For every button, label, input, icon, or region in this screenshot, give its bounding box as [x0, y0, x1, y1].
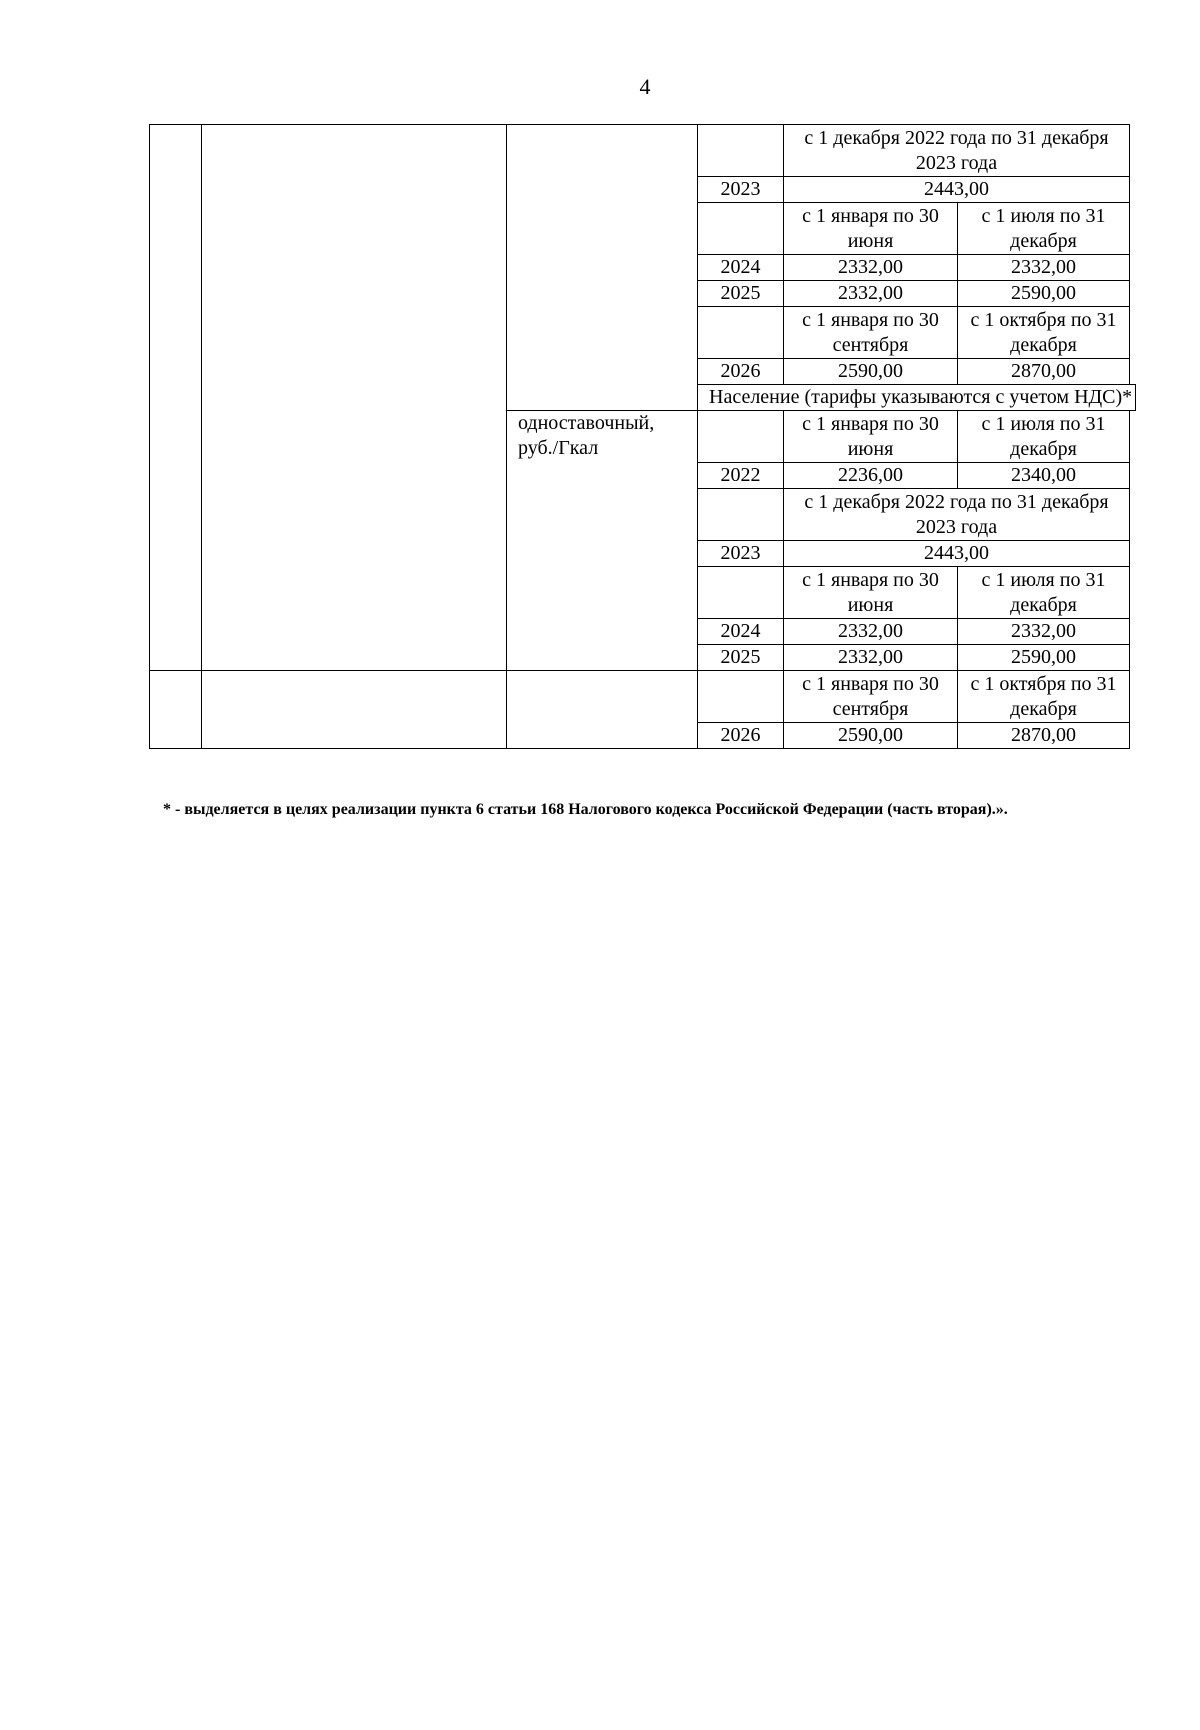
year-cell: 2026 [698, 723, 784, 749]
year-cell: 2026 [698, 359, 784, 385]
tariff-value: 2332,00 [784, 281, 958, 307]
number-cell-continued [150, 671, 202, 749]
period-header: с 1 октября по 31 декабря [958, 307, 1130, 359]
year-cell: 2024 [698, 619, 784, 645]
tariff-value: 2443,00 [784, 177, 1130, 203]
year-cell [698, 307, 784, 359]
tariff-value: 2236,00 [784, 463, 958, 489]
period-header: с 1 октября по 31 декабря [958, 671, 1130, 723]
period-header: с 1 июля по 31 декабря [958, 411, 1130, 463]
period-header: с 1 января по 30 сентября [784, 307, 958, 359]
year-cell [698, 125, 784, 177]
table-row [150, 671, 1136, 723]
number-cell [150, 125, 202, 671]
tariff-value: 2590,00 [784, 723, 958, 749]
tariff-value: 2332,00 [784, 619, 958, 645]
period-header: с 1 января по 30 июня [784, 203, 958, 255]
year-cell: 2025 [698, 281, 784, 307]
page-number: 4 [639, 74, 651, 99]
year-cell [698, 203, 784, 255]
year-cell: 2024 [698, 255, 784, 281]
year-cell [698, 567, 784, 619]
year-cell: 2022 [698, 463, 784, 489]
rate-type-cell-top [507, 125, 698, 411]
year-cell: 2025 [698, 645, 784, 671]
rate-type-cell-continued [507, 671, 698, 749]
tariff-value: 2590,00 [958, 281, 1130, 307]
tariff-value: 2443,00 [784, 541, 1130, 567]
period-header: с 1 декабря 2022 года по 31 декабря 2023 года [784, 489, 1130, 541]
period-header: с 1 января по 30 июня [784, 411, 958, 463]
year-cell: 2023 [698, 177, 784, 203]
organization-cell [202, 125, 507, 671]
year-cell [698, 411, 784, 463]
period-header: с 1 декабря 2022 года по 31 декабря 2023 года [784, 125, 1130, 177]
tariff-value: 2332,00 [958, 619, 1130, 645]
tariff-value: 2332,00 [784, 255, 958, 281]
tariff-value: 2332,00 [784, 645, 958, 671]
organization-cell-continued [202, 671, 507, 749]
tariff-value: 2590,00 [784, 359, 958, 385]
year-cell [698, 489, 784, 541]
footnote: * - выделяется в целях реализации пункта 6 статьи 168 Налогового кодекса Российской Федерации (часть вторая).». [163, 801, 1008, 818]
rate-type-cell: одноставочный, руб./Гкал [507, 411, 698, 671]
period-header: с 1 января по 30 сентября [784, 671, 958, 723]
tariff-value: 2590,00 [958, 645, 1130, 671]
tariff-value: 2340,00 [958, 463, 1130, 489]
period-header: с 1 июля по 31 декабря [958, 203, 1130, 255]
period-header: с 1 января по 30 июня [784, 567, 958, 619]
table-row [150, 125, 1136, 177]
tariff-value: 2870,00 [958, 359, 1130, 385]
year-cell: 2023 [698, 541, 784, 567]
consumer-group-label: Население (тарифы указываются с учетом НДС)* [698, 385, 1136, 411]
tariff-value: 2332,00 [958, 255, 1130, 281]
year-cell [698, 671, 784, 723]
tariff-value: 2870,00 [958, 723, 1130, 749]
period-header: с 1 июля по 31 декабря [958, 567, 1130, 619]
tariff-table [149, 124, 1136, 749]
